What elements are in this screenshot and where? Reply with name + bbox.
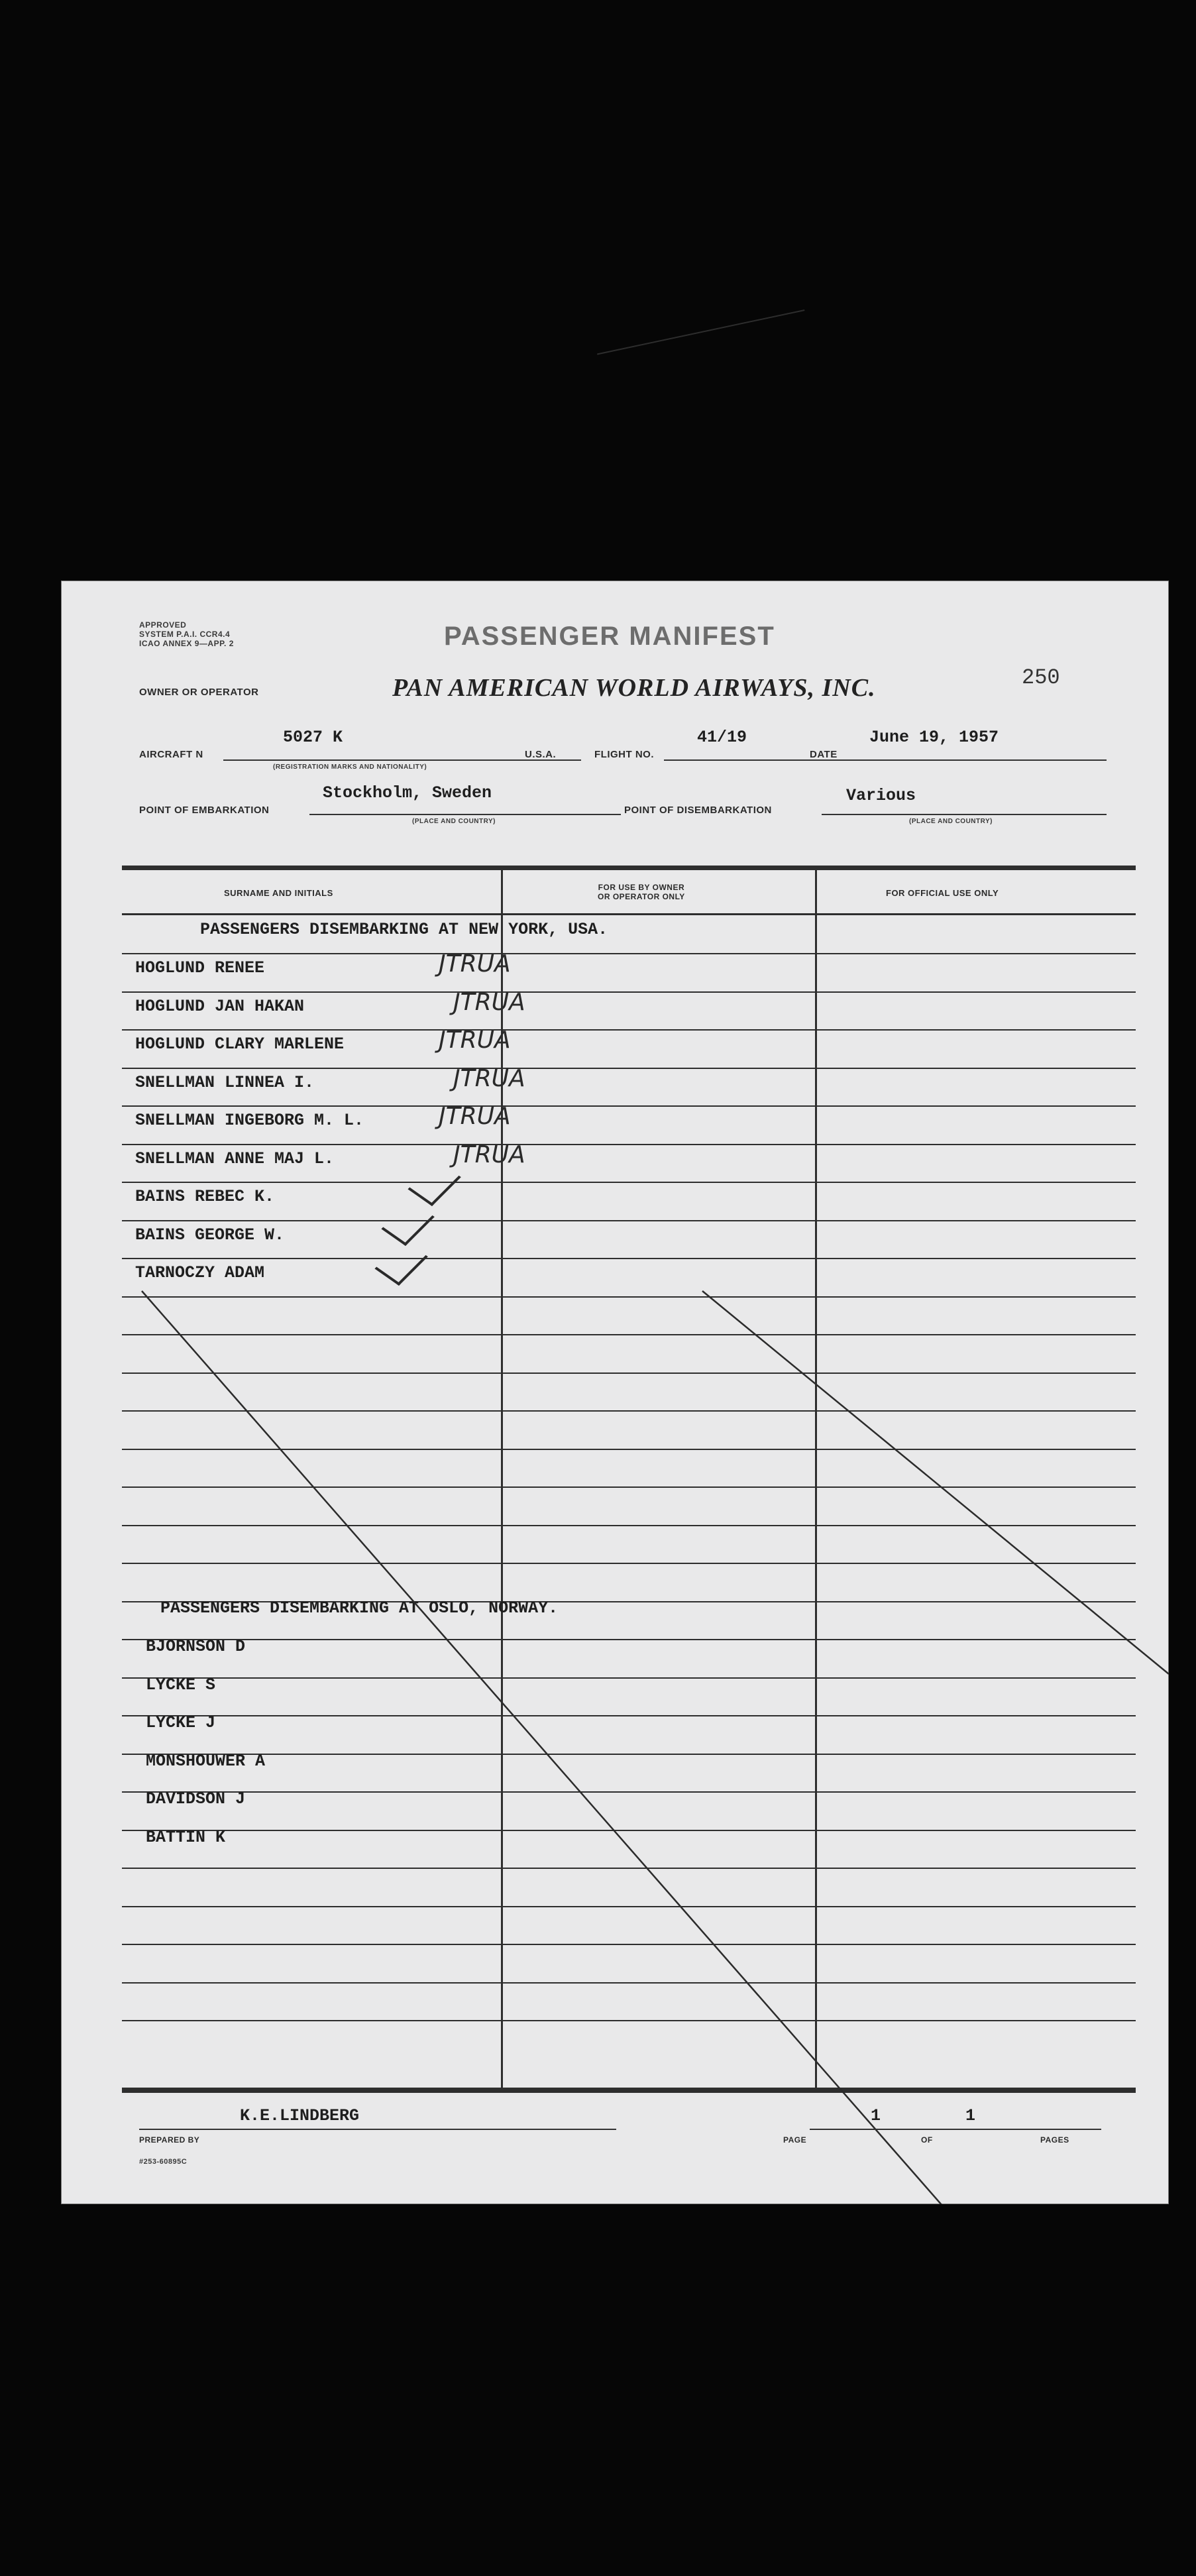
date-label: DATE xyxy=(810,749,838,760)
carrier-name: PAN AMERICAN WORLD AIRWAYS, INC. xyxy=(392,674,876,702)
approval-line: ICAO ANNEX 9—APP. 2 xyxy=(139,639,234,648)
section-heading-oslo: PASSENGERS DISEMBARKING AT OSLO, NORWAY. xyxy=(160,1598,559,1618)
aircraft-value: 5027 K xyxy=(283,728,343,747)
of-label: OF xyxy=(921,2135,933,2145)
handwritten-mark: JTRUA xyxy=(439,950,511,978)
approval-line: APPROVED xyxy=(139,620,187,630)
diagonal-strokes xyxy=(61,581,1169,2204)
passenger-name: BJORNSON D xyxy=(146,1637,246,1656)
disembarkation-value: Various xyxy=(846,786,916,805)
page-value: 1 xyxy=(871,2106,881,2125)
date-value: June 19, 1957 xyxy=(869,728,999,747)
diagonal-stroke-left xyxy=(142,1291,942,2204)
section-heading-new-york: PASSENGERS DISEMBARKING AT NEW YORK, USA. xyxy=(200,920,608,939)
passenger-name: LYCKE S xyxy=(146,1675,216,1695)
form-number: #253-60895C xyxy=(139,2158,188,2166)
handwritten-mark: JTRUA xyxy=(439,1027,511,1054)
passenger-name: HOGLUND CLARY MARLENE xyxy=(135,1035,345,1054)
passenger-name: HOGLUND JAN HAKAN xyxy=(135,997,305,1016)
col-header-owner-line: OR OPERATOR ONLY xyxy=(598,892,685,901)
handwritten-mark: JTRUA xyxy=(453,1141,525,1168)
scan-scratch-mark xyxy=(597,309,808,369)
diagonal-stroke-right xyxy=(702,1291,1169,1674)
owner-label: OWNER OR OPERATOR xyxy=(139,687,259,698)
passenger-name: MONSHOUWER A xyxy=(146,1752,266,1771)
passenger-name: BAINS GEORGE W. xyxy=(135,1225,285,1245)
page-stamp-number: 250 xyxy=(1022,665,1060,690)
country-label: U.S.A. xyxy=(525,749,557,760)
passenger-name: HOGLUND RENEE xyxy=(135,958,265,978)
passenger-name: DAVIDSON J xyxy=(146,1789,246,1809)
embarkation-label: POINT OF EMBARKATION xyxy=(139,805,270,816)
handwritten-mark: JTRUA xyxy=(453,989,525,1016)
disembarkation-label: POINT OF DISEMBARKATION xyxy=(624,805,772,816)
handwritten-mark: JTRUA xyxy=(439,1103,511,1130)
approval-line: SYSTEM P.A.I. CCR4.4 xyxy=(139,630,231,639)
passenger-name: LYCKE J xyxy=(146,1713,216,1732)
col-header-surname: SURNAME AND INITIALS xyxy=(224,888,333,898)
passenger-name: SNELLMAN INGEBORG M. L. xyxy=(135,1111,364,1130)
passenger-name: SNELLMAN LINNEA I. xyxy=(135,1073,315,1092)
aircraft-label: AIRCRAFT N xyxy=(139,749,203,760)
place-note-right: (PLACE AND COUNTRY) xyxy=(909,818,993,825)
handwritten-mark: JTRUA xyxy=(453,1065,525,1092)
prepared-by-label: PREPARED BY xyxy=(139,2135,200,2145)
page-label: PAGE xyxy=(783,2135,807,2145)
passenger-name: TARNOCZY ADAM xyxy=(135,1263,265,1282)
passenger-name: SNELLMAN ANNE MAJ L. xyxy=(135,1149,335,1168)
pages-label: PAGES xyxy=(1040,2135,1069,2145)
flight-value: 41/19 xyxy=(697,728,747,747)
embarkation-value: Stockholm, Sweden xyxy=(323,783,492,803)
manifest-document xyxy=(61,581,1169,2204)
col-header-official: FOR OFFICIAL USE ONLY xyxy=(886,888,999,898)
form-title: PASSENGER MANIFEST xyxy=(444,622,775,651)
page-line xyxy=(810,2129,1101,2130)
passenger-name: BAINS REBEC K. xyxy=(135,1187,275,1206)
of-value: 1 xyxy=(965,2106,976,2125)
passenger-name: BATTIN K xyxy=(146,1828,226,1847)
flight-label: FLIGHT NO. xyxy=(594,749,654,760)
prepared-by-line xyxy=(139,2129,616,2130)
col-header-owner-line: FOR USE BY OWNER xyxy=(598,883,685,892)
prepared-by-value: K.E.LINDBERG xyxy=(240,2106,360,2125)
registration-note: (REGISTRATION MARKS AND NATIONALITY) xyxy=(273,763,427,771)
place-note-left: (PLACE AND COUNTRY) xyxy=(412,818,496,825)
